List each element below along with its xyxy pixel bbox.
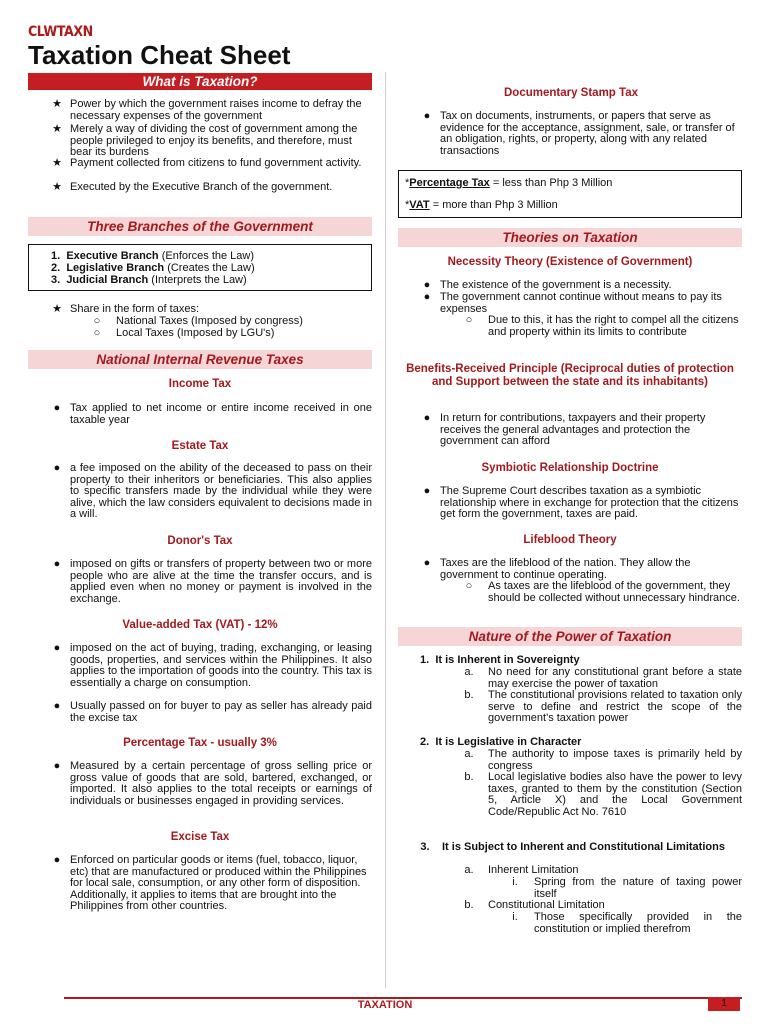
nature-item-3: 3. It is Subject to Inherent and Constitutional Limitations [420,841,725,853]
tax-threshold-note [398,170,742,218]
nature-item-2: 2. It is Legislative in Character [420,736,582,748]
list-item: ● The Supreme Court describes taxation as a symbiotic relationship where in exchange for protection that the citizens get form the government, taxes are paid. [423,485,739,521]
necessity-theory-title: Necessity Theory (Existence of Government) [447,256,693,268]
branches-heading: Three Branches of the Government [28,217,372,236]
list-item: ● Tax applied to net income or entire income received in one taxable year [53,402,372,426]
brand-logo: CLWTAXN [28,24,93,40]
list-item: a. No need for any constitutional grant before a state may exercise the power of taxation [464,666,742,690]
list-item: ● The existence of the government is a necessity. [423,279,672,291]
branch-item-executive: 1. Executive Branch (Enforces the Law) [51,250,255,262]
page-number: 1 [708,997,740,1011]
dst-title: Documentary Stamp Tax [504,87,638,99]
list-item: a. Inherent Limitation [464,864,579,876]
branches-box [28,244,372,291]
list-item: b. Constitutional Limitation [464,899,605,911]
list-item: i. Those specifically provided in the constitution or implied therefrom [512,911,742,935]
list-item: ● Usually passed on for buyer to pay as seller has already paid the excise tax [53,700,372,724]
what-is-taxation-heading: What is Taxation? [28,73,372,90]
list-item: ★ Share in the form of taxes: [52,303,200,315]
branch-item-legislative: 2. Legislative Branch (Creates the Law) [51,262,255,274]
donors-tax-title: Donor's Tax [167,535,233,547]
list-item: ★ Payment collected from citizens to fund government activity. [52,157,362,169]
list-item: ★ Merely a way of dividing the cost of government among the people privileged to enjoy its benefits, and therefore, must bear its burdens [52,123,358,159]
note-vat: *VAT = more than Php 3 Million [405,199,558,211]
percentage-tax-title: Percentage Tax - usually 3% [123,737,277,749]
list-item: ● The government cannot continue without means to pay its expenses [423,291,722,315]
lifeblood-title: Lifeblood Theory [523,534,617,546]
list-item: ○ Local Taxes (Imposed by LGU's) [93,327,275,339]
list-item: ● In return for contributions, taxpayers and their property receives the general advantages and protection the government can afford [423,412,706,448]
branch-item-judicial: 3. Judicial Branch (Interprets the Law) [51,274,247,286]
excise-tax-title: Excise Tax [170,831,230,843]
income-tax-title: Income Tax [168,378,232,390]
page-title: Taxation Cheat Sheet [28,40,291,70]
list-item: ● Tax on documents, instruments, or papers that serve as evidence for the acceptance, assignment, sale, or transfer of an obligation, rights, or property, along with any related transactions [423,110,735,157]
list-item: b. The constitutional provisions related to taxation only serve to define and restrict the scope of the government's taxation power [464,689,742,725]
list-item: ○ National Taxes (Imposed by congress) [93,315,303,327]
list-item: ● a fee imposed on the ability of the deceased to pass on their property to their inheritors or beneficiaries. This also applies to specific transfers made by the individual while they were alive, which the law considers equivalent to decisions made in a will. [53,462,372,521]
list-item: b. Local legislative bodies also have the power to levy taxes, granted to them by the constitution (Section 5, Article X) and the Local Government Code/Republic Act No. 7610 [464,771,742,818]
list-item: ★ Power by which the government raises income to defray the necessary expenses of the government [52,98,362,122]
benefits-received-title: Benefits-Received Principle (Reciprocal duties of protection and Support between the state and its inhabitants) [406,363,734,388]
list-item: ● imposed on gifts or transfers of property between two or more people who are alive at the time the transfer occurs, and is applied even when no money or payment is involved in the exchange. [53,558,372,605]
list-item: i. Spring from the nature of taxing power itself [512,876,742,900]
nature-heading: Nature of the Power of Taxation [398,627,742,646]
list-item: ○ As taxes are the lifeblood of the government, they should be collected without unnecessary hindrance. [465,580,740,604]
list-item: ● imposed on the act of buying, trading, exchanging, or leasing goods, properties, and services within the Philippines. It also applies to the importation of goods into the country. This tax is essentially a charge on consumption. [53,642,372,689]
nature-item-1: 1. It is Inherent in Sovereignty [420,654,580,666]
symbiotic-title: Symbiotic Relationship Doctrine [481,462,659,474]
list-item: ○ Due to this, it has the right to compel all the citizens and property within its limits to contribute [465,314,739,338]
list-item: ● Enforced on particular goods or items (fuel, tobacco, liquor, etc) that are manufactured or produced within the Philippines for local sale, consumption, or any other form of disposition. Additionally, it applies to items that are brought into the Philippines from other countries. [53,854,367,913]
vat-title: Value-added Tax (VAT) - 12% [122,619,278,631]
theories-heading: Theories on Taxation [398,228,742,247]
list-item: ★ Executed by the Executive Branch of the government. [52,181,333,193]
nirt-heading: National Internal Revenue Taxes [28,350,372,369]
list-item: ● Taxes are the lifeblood of the nation. They allow the government to continue operating. [423,557,691,581]
column-divider [385,72,386,988]
footer-label: TAXATION [357,999,413,1011]
estate-tax-title: Estate Tax [171,440,229,452]
note-percentage-tax: *Percentage Tax = less than Php 3 Million [405,177,613,189]
list-item: a. The authority to impose taxes is primarily held by congress [464,748,742,772]
list-item: ● Measured by a certain percentage of gross selling price or gross value of goods that are sold, bartered, exchanged, or imported. It also applies to the total receipts or earnings of individuals or businesses engaged in providing services. [53,760,372,807]
